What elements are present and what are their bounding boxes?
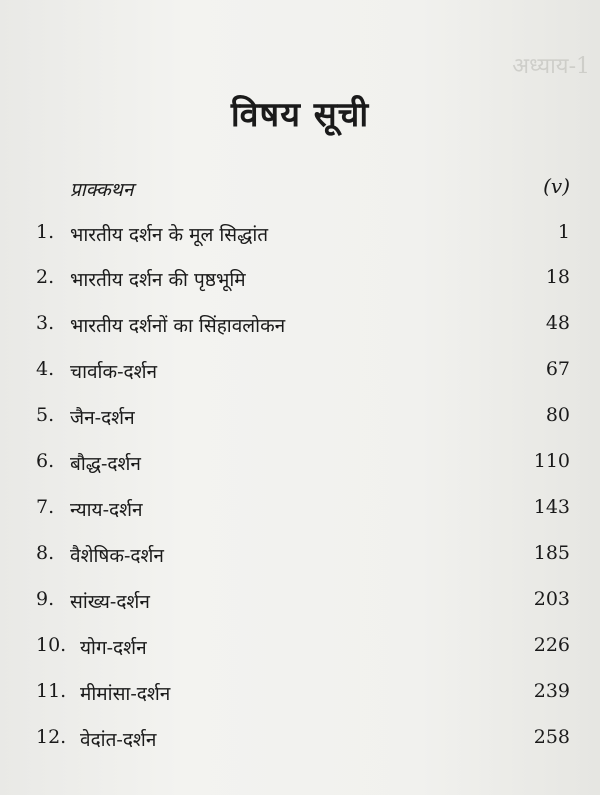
entry-number: 2. xyxy=(36,266,55,288)
entry-number: 9. xyxy=(36,588,55,610)
entry-title: जैन-दर्शन xyxy=(70,407,135,429)
toc-entry xyxy=(0,266,600,296)
toc-entry xyxy=(0,588,600,618)
toc-entry xyxy=(0,634,600,664)
entry-page: 110 xyxy=(533,450,570,472)
toc-entry xyxy=(0,496,600,526)
toc-entry xyxy=(0,680,600,710)
toc-entry xyxy=(0,726,600,756)
entry-page: 67 xyxy=(545,358,570,380)
entry-title: भारतीय दर्शनों का सिंहावलोकन xyxy=(70,315,286,337)
entry-number: 1. xyxy=(36,221,55,243)
entry-title: वेदांत-दर्शन xyxy=(80,729,157,751)
entry-number: 6. xyxy=(36,450,55,472)
entry-title: योग-दर्शन xyxy=(80,637,147,659)
entry-number: 7. xyxy=(36,496,55,518)
entry-number: 3. xyxy=(36,312,55,334)
entry-page: 226 xyxy=(533,634,570,656)
entry-page: 80 xyxy=(545,404,570,426)
entry-title: न्याय-दर्शन xyxy=(70,499,143,521)
toc-entry xyxy=(0,542,600,572)
entry-page: 1 xyxy=(557,221,570,243)
entry-page: 185 xyxy=(533,542,570,564)
preface-page-number: (v) xyxy=(543,174,570,198)
toc-entry xyxy=(0,312,600,342)
page-title: विषय सूची xyxy=(230,95,370,135)
entry-number: 11. xyxy=(36,680,67,702)
entry-number: 5. xyxy=(36,404,55,426)
entry-number: 12. xyxy=(36,726,67,748)
bleed-through-text: अध्याय-1 xyxy=(512,54,590,79)
entry-title: चार्वाक-दर्शन xyxy=(70,361,158,383)
entry-title: मीमांसा-दर्शन xyxy=(80,683,171,705)
toc-entry xyxy=(0,358,600,388)
toc-entry xyxy=(0,404,600,434)
entry-number: 4. xyxy=(36,358,55,380)
entry-page: 239 xyxy=(533,680,570,702)
entry-page: 18 xyxy=(545,266,570,288)
entry-title: सांख्य-दर्शन xyxy=(70,591,150,613)
entry-number: 8. xyxy=(36,542,55,564)
preface-label: प्राक्कथन xyxy=(70,179,134,201)
toc-entry xyxy=(0,221,600,251)
toc-entry xyxy=(0,450,600,480)
entry-title: वैशेषिक-दर्शन xyxy=(70,545,164,567)
entry-page: 203 xyxy=(533,588,570,610)
entry-title: बौद्ध-दर्शन xyxy=(70,453,141,475)
entry-number: 10. xyxy=(36,634,67,656)
entry-page: 258 xyxy=(533,726,570,748)
entry-title: भारतीय दर्शन के मूल सिद्धांत xyxy=(70,224,269,246)
entry-page: 143 xyxy=(533,496,570,518)
entry-page: 48 xyxy=(545,312,570,334)
entry-title: भारतीय दर्शन की पृष्ठभूमि xyxy=(70,269,246,291)
